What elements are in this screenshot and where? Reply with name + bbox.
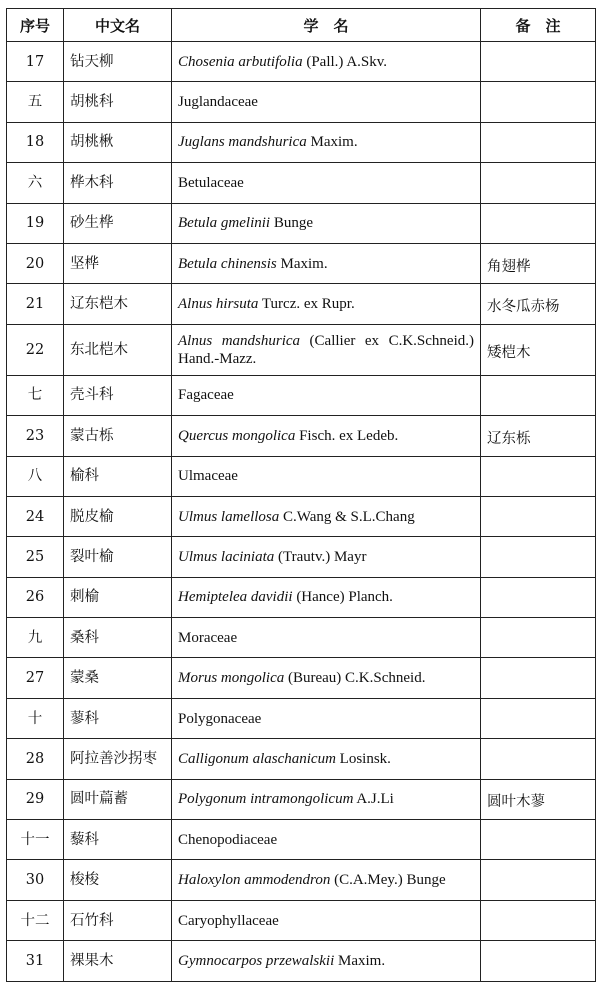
species-author: Turcz. ex Rupr. bbox=[258, 296, 355, 313]
seq-cell: 18 bbox=[7, 122, 64, 162]
remark-cell bbox=[481, 900, 596, 940]
cn-name-cell: 钻天柳 bbox=[64, 42, 172, 82]
cn-name-cell: 藜科 bbox=[64, 820, 172, 860]
species-author: (Bureau) C.K.Schneid. bbox=[284, 670, 426, 687]
cn-name-cell: 蓼科 bbox=[64, 698, 172, 738]
sci-name-cell bbox=[172, 82, 481, 122]
family-name: Ulmaceae bbox=[178, 468, 238, 485]
species-binomial: Quercus mongolica bbox=[178, 427, 296, 444]
cn-name-cell: 圆叶萹蓄 bbox=[64, 779, 172, 819]
species-binomial: Ulmus lamellosa bbox=[178, 508, 280, 525]
sci-name-cell bbox=[172, 42, 481, 82]
seq-cell: 23 bbox=[7, 416, 64, 456]
cn-name-cell: 胡桃科 bbox=[64, 82, 172, 122]
header-remark: 备 注 bbox=[481, 9, 596, 42]
remark-cell bbox=[481, 82, 596, 122]
sci-name-cell bbox=[172, 456, 481, 496]
cn-name-cell: 蒙古栎 bbox=[64, 416, 172, 456]
species-author: Maxim. bbox=[306, 134, 358, 151]
seq-cell: 八 bbox=[7, 456, 64, 496]
species-binomial: Chosenia arbutifolia bbox=[178, 53, 303, 70]
seq-cell: 24 bbox=[7, 496, 64, 536]
header-cn-name: 中文名 bbox=[64, 9, 172, 42]
seq-cell: 29 bbox=[7, 779, 64, 819]
seq-cell: 28 bbox=[7, 739, 64, 779]
species-binomial: Calligonum alaschanicum bbox=[178, 750, 336, 767]
seq-cell: 22 bbox=[7, 324, 64, 375]
species-binomial: Betula chinensis bbox=[178, 255, 277, 272]
species-author: A.J.Li bbox=[353, 791, 394, 808]
table-row bbox=[7, 618, 596, 658]
remark-cell bbox=[481, 658, 596, 698]
species-author: (Callier ex C.K.Schneid.) Hand.-Mazz. bbox=[178, 332, 474, 367]
sci-name-cell bbox=[172, 698, 481, 738]
remark-cell: 矮桤木 bbox=[481, 324, 596, 375]
sci-name-cell bbox=[172, 243, 481, 283]
sci-name-cell bbox=[172, 284, 481, 324]
seq-cell: 九 bbox=[7, 618, 64, 658]
cn-name-cell: 蒙桑 bbox=[64, 658, 172, 698]
cn-name-cell: 砂生桦 bbox=[64, 203, 172, 243]
remark-cell: 角翅桦 bbox=[481, 243, 596, 283]
sci-name-cell bbox=[172, 941, 481, 981]
species-table-container bbox=[6, 8, 595, 982]
species-binomial: Gymnocarpos przewalskii bbox=[178, 952, 335, 969]
table-row bbox=[7, 739, 596, 779]
remark-cell bbox=[481, 163, 596, 203]
family-name: Polygonaceae bbox=[178, 710, 262, 727]
table-row bbox=[7, 698, 596, 738]
remark-cell bbox=[481, 42, 596, 82]
cn-name-cell: 榆科 bbox=[64, 456, 172, 496]
remark-cell bbox=[481, 698, 596, 738]
table-row bbox=[7, 820, 596, 860]
cn-name-cell: 裂叶榆 bbox=[64, 537, 172, 577]
remark-cell bbox=[481, 537, 596, 577]
species-author: C.Wang & S.L.Chang bbox=[279, 508, 415, 525]
table-row bbox=[7, 779, 596, 819]
cn-name-cell: 桦木科 bbox=[64, 163, 172, 203]
remark-cell bbox=[481, 203, 596, 243]
sci-name-cell bbox=[172, 618, 481, 658]
species-author: Fisch. ex Ledeb. bbox=[295, 427, 399, 444]
family-name: Moraceae bbox=[178, 629, 238, 646]
seq-cell: 19 bbox=[7, 203, 64, 243]
species-binomial: Morus mongolica bbox=[178, 670, 285, 687]
species-binomial: Betula gmelinii bbox=[178, 215, 271, 232]
table-row bbox=[7, 82, 596, 122]
species-author: (C.A.Mey.) Bunge bbox=[330, 872, 446, 889]
remark-cell: 水冬瓜赤杨 bbox=[481, 284, 596, 324]
table-row bbox=[7, 537, 596, 577]
seq-cell: 十 bbox=[7, 698, 64, 738]
cn-name-cell: 桑科 bbox=[64, 618, 172, 658]
cn-name-cell: 石竹科 bbox=[64, 900, 172, 940]
sci-name-cell bbox=[172, 203, 481, 243]
table-row bbox=[7, 416, 596, 456]
remark-cell bbox=[481, 122, 596, 162]
table-row bbox=[7, 324, 596, 375]
table-row bbox=[7, 42, 596, 82]
species-binomial: Haloxylon ammodendron bbox=[178, 872, 331, 889]
sci-name-cell bbox=[172, 779, 481, 819]
remark-cell bbox=[481, 820, 596, 860]
remark-cell: 辽东栎 bbox=[481, 416, 596, 456]
cn-name-cell: 裸果木 bbox=[64, 941, 172, 981]
seq-cell: 30 bbox=[7, 860, 64, 900]
family-name: Fagaceae bbox=[178, 387, 234, 404]
seq-cell: 七 bbox=[7, 375, 64, 415]
table-row bbox=[7, 900, 596, 940]
cn-name-cell: 坚桦 bbox=[64, 243, 172, 283]
species-author: Losinsk. bbox=[335, 750, 391, 767]
remark-cell bbox=[481, 496, 596, 536]
species-binomial: Polygonum intramongolicum bbox=[178, 791, 354, 808]
seq-cell: 六 bbox=[7, 163, 64, 203]
sci-name-cell bbox=[172, 820, 481, 860]
seq-cell: 五 bbox=[7, 82, 64, 122]
sci-name-cell bbox=[172, 739, 481, 779]
species-table bbox=[6, 8, 596, 982]
cn-name-cell: 刺榆 bbox=[64, 577, 172, 617]
remark-cell bbox=[481, 577, 596, 617]
species-author: (Pall.) A.Skv. bbox=[302, 53, 388, 70]
cn-name-cell: 辽东桤木 bbox=[64, 284, 172, 324]
family-name: Chenopodiaceae bbox=[178, 831, 278, 848]
seq-cell: 十一 bbox=[7, 820, 64, 860]
cn-name-cell: 东北桤木 bbox=[64, 324, 172, 375]
seq-cell: 21 bbox=[7, 284, 64, 324]
seq-cell: 17 bbox=[7, 42, 64, 82]
header-seq: 序号 bbox=[7, 9, 64, 42]
cn-name-cell: 壳斗科 bbox=[64, 375, 172, 415]
sci-name-cell bbox=[172, 416, 481, 456]
species-binomial: Juglans mandshurica bbox=[178, 134, 307, 151]
seq-cell: 十二 bbox=[7, 900, 64, 940]
species-binomial: Alnus mandshurica bbox=[178, 332, 301, 349]
species-author: Maxim. bbox=[276, 255, 328, 272]
remark-cell bbox=[481, 739, 596, 779]
table-row bbox=[7, 122, 596, 162]
sci-name-cell bbox=[172, 122, 481, 162]
cn-name-cell: 梭梭 bbox=[64, 860, 172, 900]
species-author: Maxim. bbox=[334, 952, 386, 969]
remark-cell bbox=[481, 618, 596, 658]
species-binomial: Hemiptelea davidii bbox=[178, 589, 293, 606]
sci-name-cell bbox=[172, 860, 481, 900]
table-row bbox=[7, 496, 596, 536]
sci-name-cell bbox=[172, 537, 481, 577]
seq-cell: 27 bbox=[7, 658, 64, 698]
family-name: Betulaceae bbox=[178, 174, 244, 191]
species-author: Bunge bbox=[270, 215, 313, 232]
cn-name-cell: 阿拉善沙拐枣 bbox=[64, 739, 172, 779]
sci-name-cell bbox=[172, 900, 481, 940]
remark-cell bbox=[481, 456, 596, 496]
table-row bbox=[7, 284, 596, 324]
remark-cell: 圆叶木蓼 bbox=[481, 779, 596, 819]
species-author: (Hance) Planch. bbox=[292, 589, 393, 606]
family-name: Caryophyllaceae bbox=[178, 912, 279, 929]
header-row bbox=[7, 9, 596, 42]
table-row bbox=[7, 577, 596, 617]
cn-name-cell: 胡桃楸 bbox=[64, 122, 172, 162]
table-row bbox=[7, 163, 596, 203]
table-row bbox=[7, 243, 596, 283]
seq-cell: 31 bbox=[7, 941, 64, 981]
seq-cell: 25 bbox=[7, 537, 64, 577]
sci-name-cell bbox=[172, 163, 481, 203]
sci-name-cell bbox=[172, 577, 481, 617]
remark-cell bbox=[481, 375, 596, 415]
table-row bbox=[7, 860, 596, 900]
table-row bbox=[7, 456, 596, 496]
remark-cell bbox=[481, 860, 596, 900]
species-author: (Trautv.) Mayr bbox=[274, 548, 367, 565]
sci-name-cell bbox=[172, 375, 481, 415]
species-binomial: Alnus hirsuta bbox=[178, 296, 259, 313]
table-row bbox=[7, 941, 596, 981]
remark-cell bbox=[481, 941, 596, 981]
header-sci-name: 学 名 bbox=[172, 9, 481, 42]
species-binomial: Ulmus laciniata bbox=[178, 548, 275, 565]
sci-name-cell bbox=[172, 324, 481, 375]
table-row bbox=[7, 375, 596, 415]
table-row bbox=[7, 203, 596, 243]
seq-cell: 26 bbox=[7, 577, 64, 617]
family-name: Juglandaceae bbox=[178, 94, 258, 111]
seq-cell: 20 bbox=[7, 243, 64, 283]
table-row bbox=[7, 658, 596, 698]
sci-name-cell bbox=[172, 658, 481, 698]
cn-name-cell: 脱皮榆 bbox=[64, 496, 172, 536]
sci-name-cell bbox=[172, 496, 481, 536]
